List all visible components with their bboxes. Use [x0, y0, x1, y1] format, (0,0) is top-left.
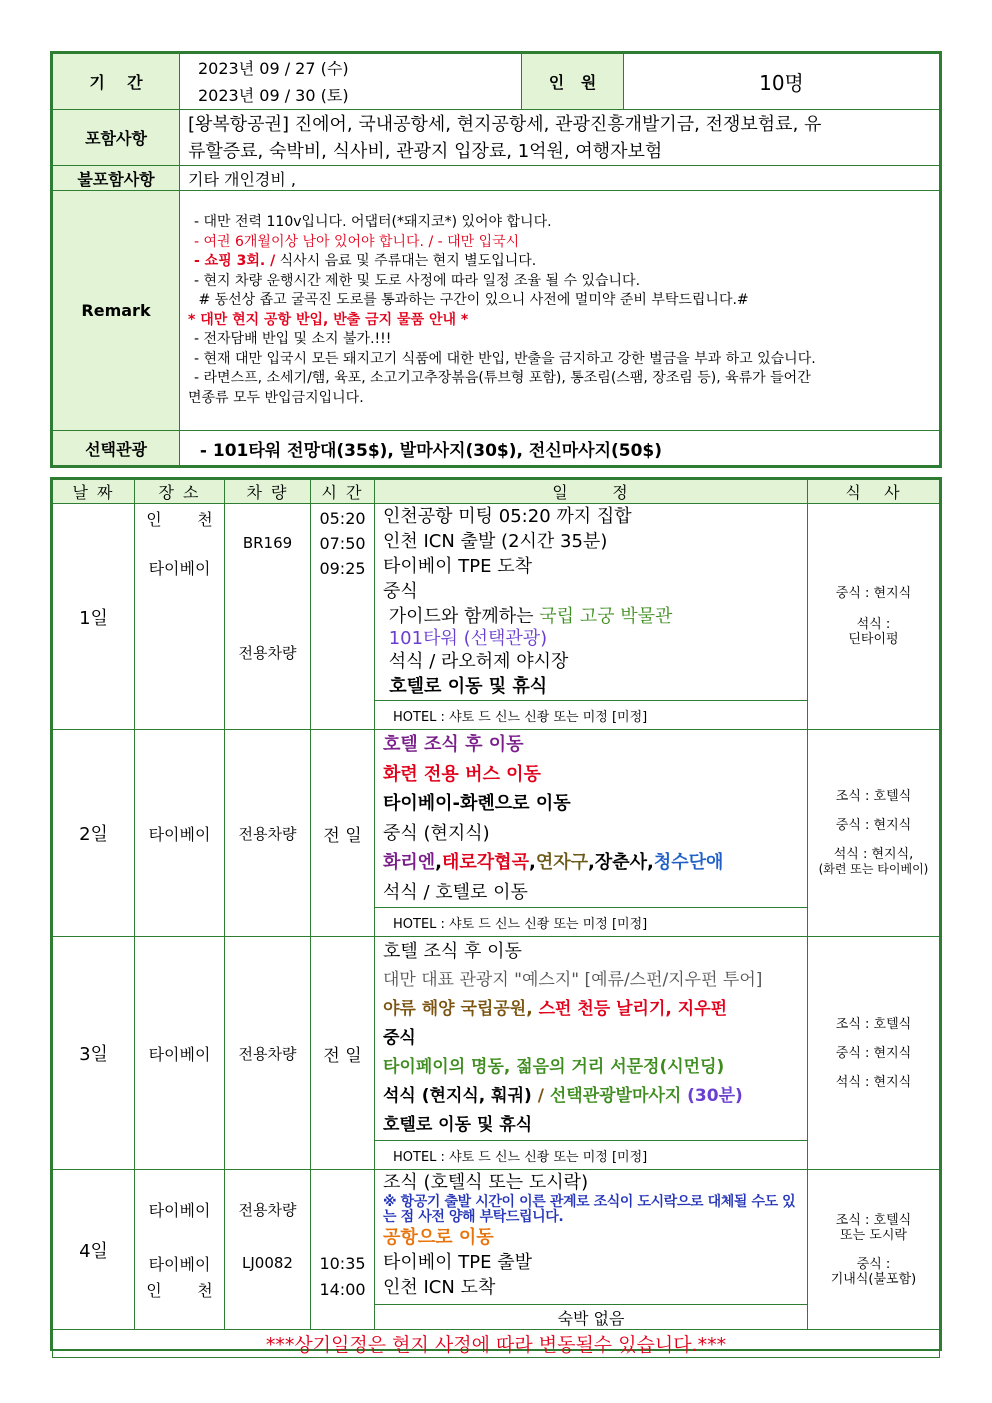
day-2-label: 2일 — [53, 730, 135, 937]
day-2-meals: 조식 : 호텔식 중식 : 현지식 석식 : 현지식, (화련 또는 타이베이) — [808, 730, 940, 937]
day-1-itinerary — [375, 504, 808, 701]
day-1-label: 1일 — [53, 504, 135, 730]
remark-passport: - 여권 6개월이상 남아 있어야 합니다. / - 대만 입국시 — [194, 233, 520, 250]
remark-pork: - 현재 대만 입국시 모든 돼지고기 식품에 대한 반입, 반출을 금지하고 강한 벌금을 부과 하고 있습니다. — [194, 350, 816, 367]
day-2-vehicle: 전용차량 — [225, 730, 311, 937]
day-4-itinerary — [375, 1170, 808, 1305]
remark-items-2: 면종류 모두 반입금지입니다. — [188, 389, 364, 406]
day-3-place: 타이베이 — [135, 937, 225, 1170]
d2-breakfast: 호텔 조식 후 이동 — [383, 734, 524, 755]
day-3-hotel: HOTEL : 샤토 드 신느 신좡 또는 미정 [미정] — [375, 1141, 808, 1170]
day-1-time: 05:20 07:50 09:25 — [311, 504, 375, 730]
d4-note: ※ 항공기 출발 시간이 이른 관계로 조식이 도시락으로 대체될 수도 있는 점 사전 양해 부탁드립니다. — [383, 1194, 796, 1225]
day-1-meals: 중식 : 현지식 석식 : 딘타이펑 — [808, 504, 940, 730]
excluded-value: 기타 개인경비 , — [180, 166, 940, 191]
included-line-2: 류할증료, 숙박비, 식사비, 관광지 입장료, 1억원, 여행자보험 — [188, 140, 663, 162]
day-3-meals: 조식 : 호텔식 중식 : 현지식 석식 : 현지식 — [808, 937, 940, 1170]
day-2-hotel: HOTEL : 샤토 드 신느 신좡 또는 미정 [미정] — [375, 908, 808, 937]
remark-traffic: - 현지 차량 운행시간 제한 및 도로 사정에 따라 일정 조율 될 수 있습니다. — [194, 272, 641, 289]
day-1-vehicle: BR169 전용차량 — [225, 504, 311, 730]
optional-value: - 101타워 전망대(35$), 발마사지(30$), 전신마사지(50$) — [180, 431, 940, 466]
d3-breakfast: 호텔 조식 후 이동 — [383, 941, 522, 962]
d1-rest: 호텔로 이동 및 휴식 — [383, 676, 548, 697]
d3-yesgi: 대만 대표 관광지 "예스지" [예류/스펀/지우펀 투어] — [383, 970, 763, 990]
d1-meet: 인천공항 미팅 05:20 까지 집합 — [383, 506, 632, 527]
pax-value: 10명 — [624, 54, 940, 110]
day-4-label: 4일 — [53, 1170, 135, 1330]
header-itinerary: 일 정 — [375, 480, 808, 504]
day-3-time: 전 일 — [311, 937, 375, 1170]
d4-airport: 공항으로 이동 — [383, 1227, 494, 1248]
day-4-hotel: 숙박 없음 — [375, 1305, 808, 1330]
d2-bus: 화련 전용 버스 이동 — [383, 763, 541, 785]
d3-rest: 호텔로 이동 및 휴식 — [383, 1115, 533, 1135]
period-start: 2023년 09 / 27 (수) — [198, 58, 349, 78]
header-place: 장 소 — [135, 480, 225, 504]
d4-breakfast: 조식 (호텔식 또는 도시락) — [383, 1172, 589, 1193]
d2-move: 타이베이-화롄으로 이동 — [383, 793, 571, 814]
info-table — [50, 51, 942, 468]
day-4-vehicle: 전용차량 LJ0082 — [225, 1170, 311, 1330]
d3-ximending: 타이페이의 명동, 젊음의 거리 서문정(시먼딩) — [383, 1057, 725, 1077]
remark-motion: # 동선상 좁고 굴곡진 도로를 통과하는 구간이 있으니 사전에 멀미약 준비 부탁드립니다.# — [194, 292, 749, 308]
d1-arrive: 타이베이 TPE 도착 — [383, 556, 532, 577]
period-label: 기 간 — [53, 54, 180, 110]
d3-dinner: 석식 (현지식, 훠궈) / 선택관광발마사지 (30분) — [383, 1086, 743, 1106]
d2-spots: 화리엔,태로각협곡,연자구,장춘사,청수단애 — [383, 852, 724, 873]
day-2-place: 타이베이 — [135, 730, 225, 937]
included-line-1: [왕복항공권] 진에어, 국내공항세, 현지공항세, 관광진흥개발기금, 전쟁보험료, 유 — [188, 113, 822, 135]
day-3-label: 3일 — [53, 937, 135, 1170]
remark-shopping: - 쇼핑 3회. / 식사시 음료 및 주류대는 현지 별도입니다. — [194, 253, 537, 269]
day-3-vehicle: 전용차량 — [225, 937, 311, 1170]
d4-arrive: 인천 ICN 도착 — [383, 1277, 496, 1298]
remark-power: - 대만 전력 110v입니다. 어댑터(*돼지코*) 있어야 합니다. — [194, 214, 552, 230]
included-label: 포함사항 — [53, 110, 180, 166]
pax-label: 인 원 — [522, 54, 624, 110]
d4-depart: 타이베이 TPE 출발 — [383, 1252, 532, 1273]
d3-spots: 야류 해양 국립공원, 스펀 천등 날리기, 지우펀 — [383, 999, 728, 1019]
remark-content — [180, 191, 940, 431]
header-time: 시 간 — [311, 480, 375, 504]
footer-notice: ***상기일정은 현지 사정에 따라 변동될수 있습니다.*** — [53, 1330, 940, 1358]
day-4-place: 타이베이 타이베이 인 천 — [135, 1170, 225, 1330]
d1-museum: 가이드와 함께하는 국립 고궁 박물관 — [383, 606, 673, 627]
excluded-label: 불포함사항 — [53, 166, 180, 191]
day-3-itinerary — [375, 937, 808, 1141]
remark-ecig: - 전자담배 반입 및 소지 불가.!!! — [194, 331, 392, 347]
d1-lunch: 중식 — [383, 581, 418, 602]
day-1-place: 인 천 타이베이 — [135, 504, 225, 730]
header-vehicle: 차 량 — [225, 480, 311, 504]
remark-items: - 라면스프, 소세기/햄, 육포, 소고기고추장볶음(튜브형 포함), 통조림(스팸, 장조림 등), 육류가 들어간 — [194, 370, 811, 386]
d1-dinner: 석식 / 라오허제 야시장 — [383, 651, 569, 672]
day-2-time: 전 일 — [311, 730, 375, 937]
header-date: 날 짜 — [53, 480, 135, 504]
d1-tower: 101타워 (선택관광) — [383, 628, 548, 649]
optional-label: 선택관광 — [53, 431, 180, 466]
remark-label: Remark — [53, 191, 180, 431]
period-end: 2023년 09 / 30 (토) — [198, 85, 349, 105]
schedule-table — [50, 477, 942, 1356]
header-meals: 식 사 — [808, 480, 940, 504]
remark-ban-title: * 대만 현지 공항 반입, 반출 금지 물품 안내 * — [188, 311, 469, 328]
day-2-itinerary — [375, 730, 808, 908]
d3-lunch: 중식 — [383, 1028, 416, 1048]
d1-depart: 인천 ICN 출발 (2시간 35분) — [383, 531, 608, 552]
d2-dinner: 석식 / 호텔로 이동 — [383, 881, 528, 903]
day-1-hotel: HOTEL : 샤토 드 신느 신좡 또는 미정 [미정] — [375, 701, 808, 730]
d2-lunch: 중식 (현지식) — [383, 822, 490, 844]
day-4-meals: 조식 : 호텔식 또는 도시락 중식 : 기내식(불포함) — [808, 1170, 940, 1330]
day-4-time: 10:35 14:00 — [311, 1170, 375, 1330]
